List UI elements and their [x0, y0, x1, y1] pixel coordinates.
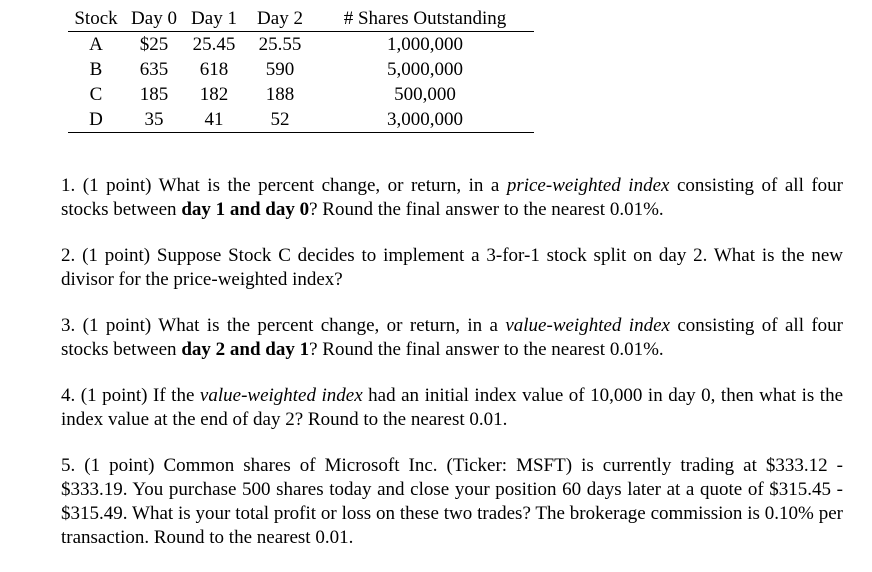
question-list: [61, 174, 843, 572]
table-row: [68, 32, 534, 58]
cell-day-0: 635: [139, 59, 169, 80]
header-day-0: Day 0: [131, 8, 177, 29]
table-row: [68, 82, 534, 107]
cell-day-1: 618: [199, 59, 229, 80]
question-4-suffix: had an initial index value of 10,000 in day 0, then what is the index value at the end of day 2? Round to the nearest 0.01.: [61, 385, 844, 430]
header-stock: Stock: [74, 8, 118, 29]
question-1-mid: consisting of all four stocks between: [61, 175, 844, 220]
question-1-strong: day 1 and day 0: [181, 199, 310, 220]
header-day-1: Day 1: [191, 8, 237, 29]
question-3-suffix: ? Round the final answer to the nearest 0.01%.: [309, 339, 664, 360]
question-5: 5. (1 point) Common shares of Microsoft Inc. (Ticker: MSFT) is currently trading at $333.12 - $333.19. You purchase 500 shares today and close your position 60 days later at a quote of $315.45 - $315.49. What is your total profit or loss on these two trades? The brokerage commission is 0.10% per transaction. Round to the nearest 0.01.: [61, 455, 843, 548]
cell-day-2: 25.55: [258, 34, 302, 55]
question-1-suffix: ? Round the final answer to the nearest 0.01%.: [309, 199, 664, 220]
question-2: 2. (1 point) Suppose Stock C decides to implement a 3-for-1 stock split on day 2. What is the new divisor for the price-weighted index?: [61, 245, 843, 290]
question-3: [61, 314, 843, 362]
cell-day-0: 35: [144, 109, 164, 130]
header-day-2: Day 2: [257, 8, 303, 29]
cell-stock: C: [89, 84, 103, 105]
cell-shares: 3,000,000: [387, 109, 463, 130]
cell-day-0: 185: [139, 84, 169, 105]
cell-shares: 5,000,000: [387, 59, 463, 80]
cell-stock: B: [89, 59, 103, 80]
table-body: [68, 32, 534, 133]
question-3-prefix: 3. (1 point) What is the percent change, or return, in a: [61, 315, 506, 336]
question-3-mid: consisting of all four stocks between: [61, 315, 844, 360]
cell-day-2: 52: [270, 109, 290, 130]
question-1-emphasis: price-weighted index: [506, 175, 670, 196]
question-1: [61, 174, 843, 222]
table-header-row: [68, 6, 534, 32]
question-4: [61, 384, 843, 432]
cell-day-2: 188: [265, 84, 295, 105]
cell-day-1: 25.45: [192, 34, 236, 55]
question-3-emphasis: value-weighted index: [505, 315, 670, 336]
header-shares-outstanding: # Shares Outstanding: [343, 8, 507, 29]
cell-shares: 1,000,000: [387, 34, 463, 55]
question-4-prefix: 4. (1 point) If the: [61, 385, 200, 406]
cell-day-1: 182: [199, 84, 229, 105]
table-header: [68, 6, 534, 32]
question-4-emphasis: value-weighted index: [199, 385, 363, 406]
cell-stock: A: [89, 34, 103, 55]
cell-day-1: 41: [204, 109, 224, 130]
cell-shares: 500,000: [394, 84, 456, 105]
cell-stock: D: [89, 109, 103, 130]
table-row: [68, 107, 534, 133]
question-3-strong: day 2 and day 1: [181, 339, 310, 360]
stock-price-table: [68, 6, 534, 133]
table-row: [68, 57, 534, 82]
question-1-prefix: 1. (1 point) What is the percent change, or return, in a: [61, 175, 507, 196]
cell-day-2: 590: [265, 59, 295, 80]
cell-day-0: $25: [139, 34, 169, 55]
